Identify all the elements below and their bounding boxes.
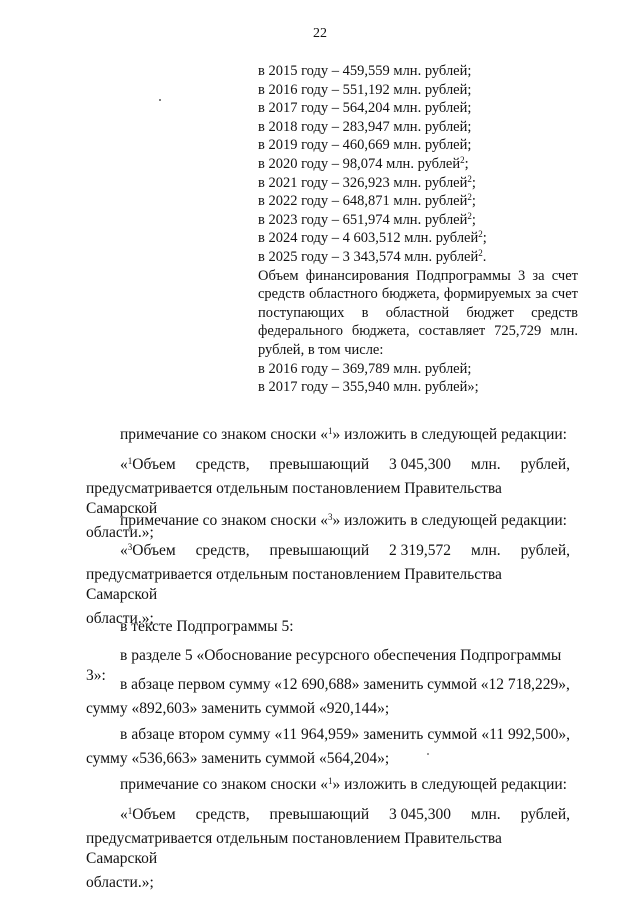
note1b-intro: примечание со знаком сноски «$^1$» изложить в следующей редакции: (120, 776, 567, 793)
subprogram5-heading: в тексте Подпрограммы 5: (120, 618, 294, 635)
footnote-mark: 2 (467, 210, 472, 221)
year-line: в 2015 году – 459,559 млн. рублей; (258, 63, 472, 79)
note1-text: «$^1$Объем средств, превышающий 3 045,300 млн. рублей, предусматривается отдельным постановлением Правительства Самарской области.»; (86, 456, 570, 541)
year-line: в 2024 году – 4 603,512 млн. рублей$^2$; (258, 229, 487, 247)
year-line: в 2021 году – 326,923 млн. рублей$^2$; (258, 173, 476, 191)
year-line: в 2020 году – 98,074 млн. рублей$^2$; (258, 154, 469, 172)
footnote-mark: 2 (460, 154, 465, 165)
year-line: в 2023 году – 651,974 млн. рублей$^2$; (258, 210, 476, 228)
year-line: в 2019 году – 460,669 млн. рублей; (258, 137, 472, 154)
funding-column (258, 62, 578, 397)
note1b-text: «$^1$Объем средств, превышающий 3 045,300 млн. рублей, предусматривается отдельным постановлением Правительства Самарской области.»; (86, 806, 570, 891)
year-line: в 2025 году – 3 343,574 млн. рублей$^2$. (258, 247, 487, 265)
note3-text: «$^3$Объем средств, превышающий 2 319,572 млн. рублей, предусматривается отдельным постановлением Правительства Самарской области.»; (86, 542, 570, 627)
year-line: в 2022 году – 648,871 млн. рублей$^2$; (258, 192, 476, 210)
page-number: 22 (313, 26, 327, 41)
scan-speck (159, 99, 161, 101)
footnote-mark: 2 (467, 173, 472, 184)
footnote-mark: 2 (478, 229, 483, 240)
section5-heading: в разделе 5 «Обоснование ресурсного обеспечения Подпрограммы 3»: (86, 647, 562, 684)
federal-year-line: в 2016 году – 369,789 млн. рублей; (258, 360, 472, 377)
federal-year-line: в 2017 году – 355,940 млн. рублей»; (258, 379, 479, 396)
paragraph1-amendment: в абзаце первом сумму «12 690,688» заменить суммой «12 718,229», сумму «892,603» заменить суммой «920,144»; (86, 676, 570, 717)
year-line: в 2018 году – 283,947 млн. рублей; (258, 118, 472, 135)
footnote-mark: 2 (478, 247, 483, 258)
footnote-mark: 2 (467, 192, 472, 203)
paragraph2-amendment: в абзаце втором сумму «11 964,959» заменить суммой «11 992,500», сумму «536,663» заменить суммой «564,204»; (86, 726, 570, 767)
note3-intro: примечание со знаком сноски «$^3$» изложить в следующей редакции: (120, 512, 567, 529)
note1-intro: примечание со знаком сноски «$^1$» изложить в следующей редакции: (120, 426, 567, 443)
year-line: в 2017 году – 564,204 млн. рублей; (258, 100, 472, 117)
financing-paragraph: Объем финансирования Подпрограммы 3 за счет средств областного бюджета, формируемых за счет поступающих в областной бюджет средств федерального бюджета, составляет 725,729 млн. рублей, в том числе: (258, 267, 578, 358)
year-line: в 2016 году – 551,192 млн. рублей; (258, 81, 472, 98)
